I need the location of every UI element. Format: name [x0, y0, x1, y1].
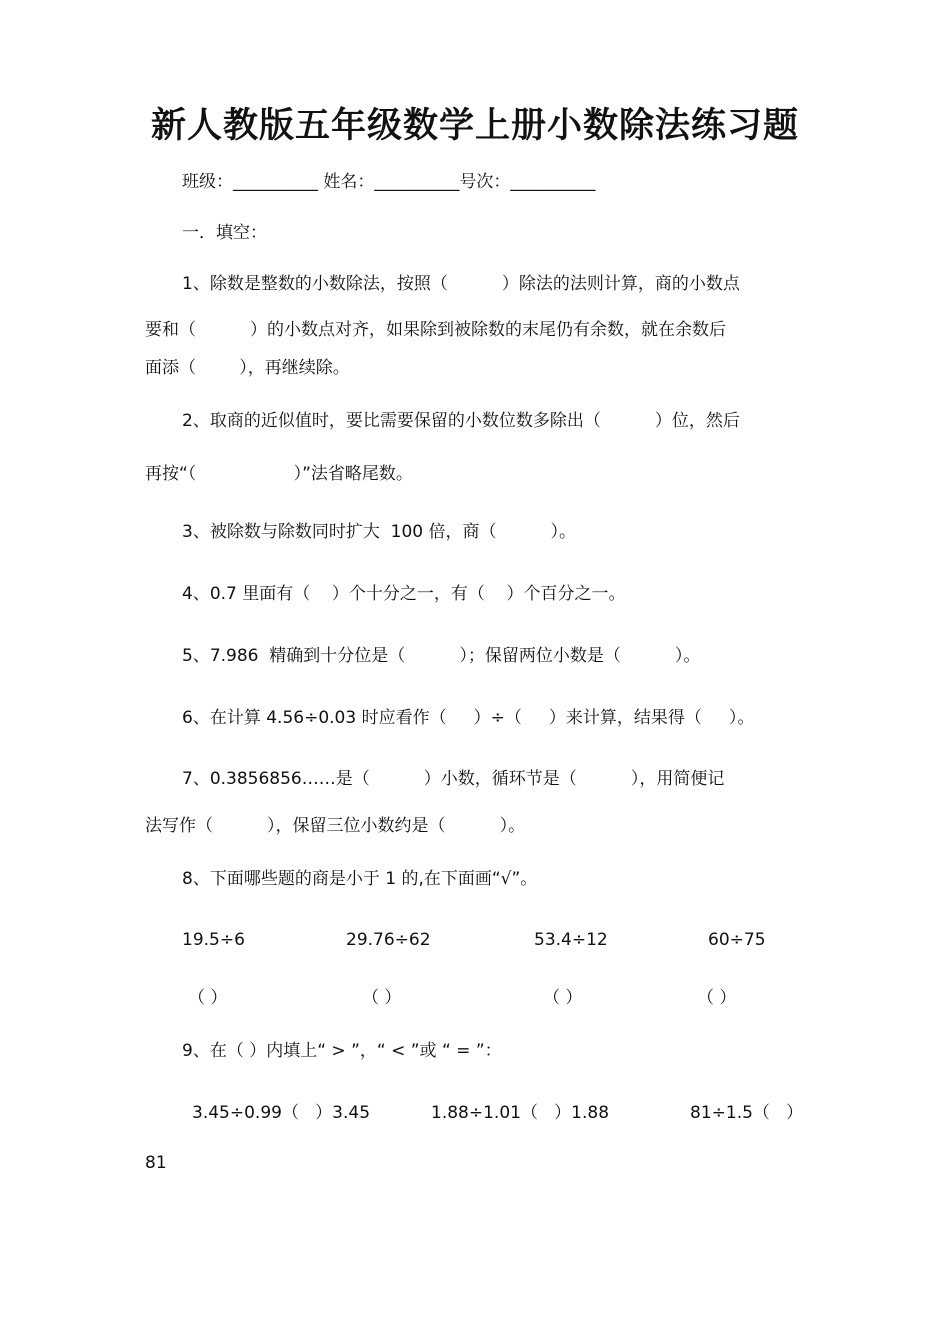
question-7-line-2: 法写作（ ），保留三位小数约是（ ）。 [145, 816, 526, 836]
question-4: 4、0.7 里面有（ ）个十分之一，有（ ）个百分之一。 [182, 584, 626, 604]
question-5: 5、7.986 精确到十分位是（ ）；保留两位小数是（ ）。 [182, 646, 701, 666]
question-1-line-3: 面添（ ），再继续除。 [145, 358, 350, 378]
student-info-line: 班级：__________ 姓名：__________号次：__________ [182, 172, 596, 192]
q8-answer-parens: （ ） [188, 988, 228, 1008]
question-1-line-1: 1、除数是整数的小数除法，按照（ ）除法的法则计算，商的小数点 [182, 274, 740, 294]
q8-expression: 60÷75 [708, 930, 766, 950]
question-9-prompt: 9、在（ ）内填上“ > ”，“ < ”或 “ = ”： [182, 1041, 502, 1061]
q8-answer-parens: （ ） [697, 988, 737, 1008]
q9-comparison: 81÷1.5（ ） [690, 1103, 804, 1123]
q8-answer-parens: （ ） [362, 988, 402, 1008]
question-8-prompt: 8、下面哪些题的商是小于 1 的,在下面画“√”。 [182, 869, 538, 889]
question-6: 6、在计算 4.56÷0.03 时应看作（ ）÷（ ）来计算，结果得（ ）。 [182, 708, 755, 728]
q9-comparison: 3.45÷0.99（ ）3.45 [192, 1103, 371, 1123]
question-2-line-2: 再按“（ ）”法省略尾数。 [145, 464, 413, 484]
q9-comparison: 1.88÷1.01（ ）1.88 [431, 1103, 610, 1123]
section-heading-fill-blank: 一．填空： [182, 223, 267, 243]
page-title: 新人教版五年级数学上册小数除法练习题 [150, 106, 799, 146]
question-3: 3、被除数与除数同时扩大 100 倍，商（ ）。 [182, 522, 577, 542]
question-2-line-1: 2、取商的近似值时，要比需要保留的小数位数多除出（ ）位，然后 [182, 411, 740, 431]
q8-expression: 19.5÷6 [182, 930, 245, 950]
q8-expression: 53.4÷12 [534, 930, 608, 950]
q8-expression: 29.76÷62 [346, 930, 431, 950]
question-7-line-1: 7、0.3856856……是（ ）小数，循环节是（ ），用简便记 [182, 769, 725, 789]
question-1-line-2: 要和（ ）的小数点对齐，如果除到被除数的末尾仍有余数，就在余数后 [145, 320, 727, 340]
q9-comparison-continued: 81 [145, 1153, 167, 1173]
q8-answer-parens: （ ） [543, 988, 583, 1008]
